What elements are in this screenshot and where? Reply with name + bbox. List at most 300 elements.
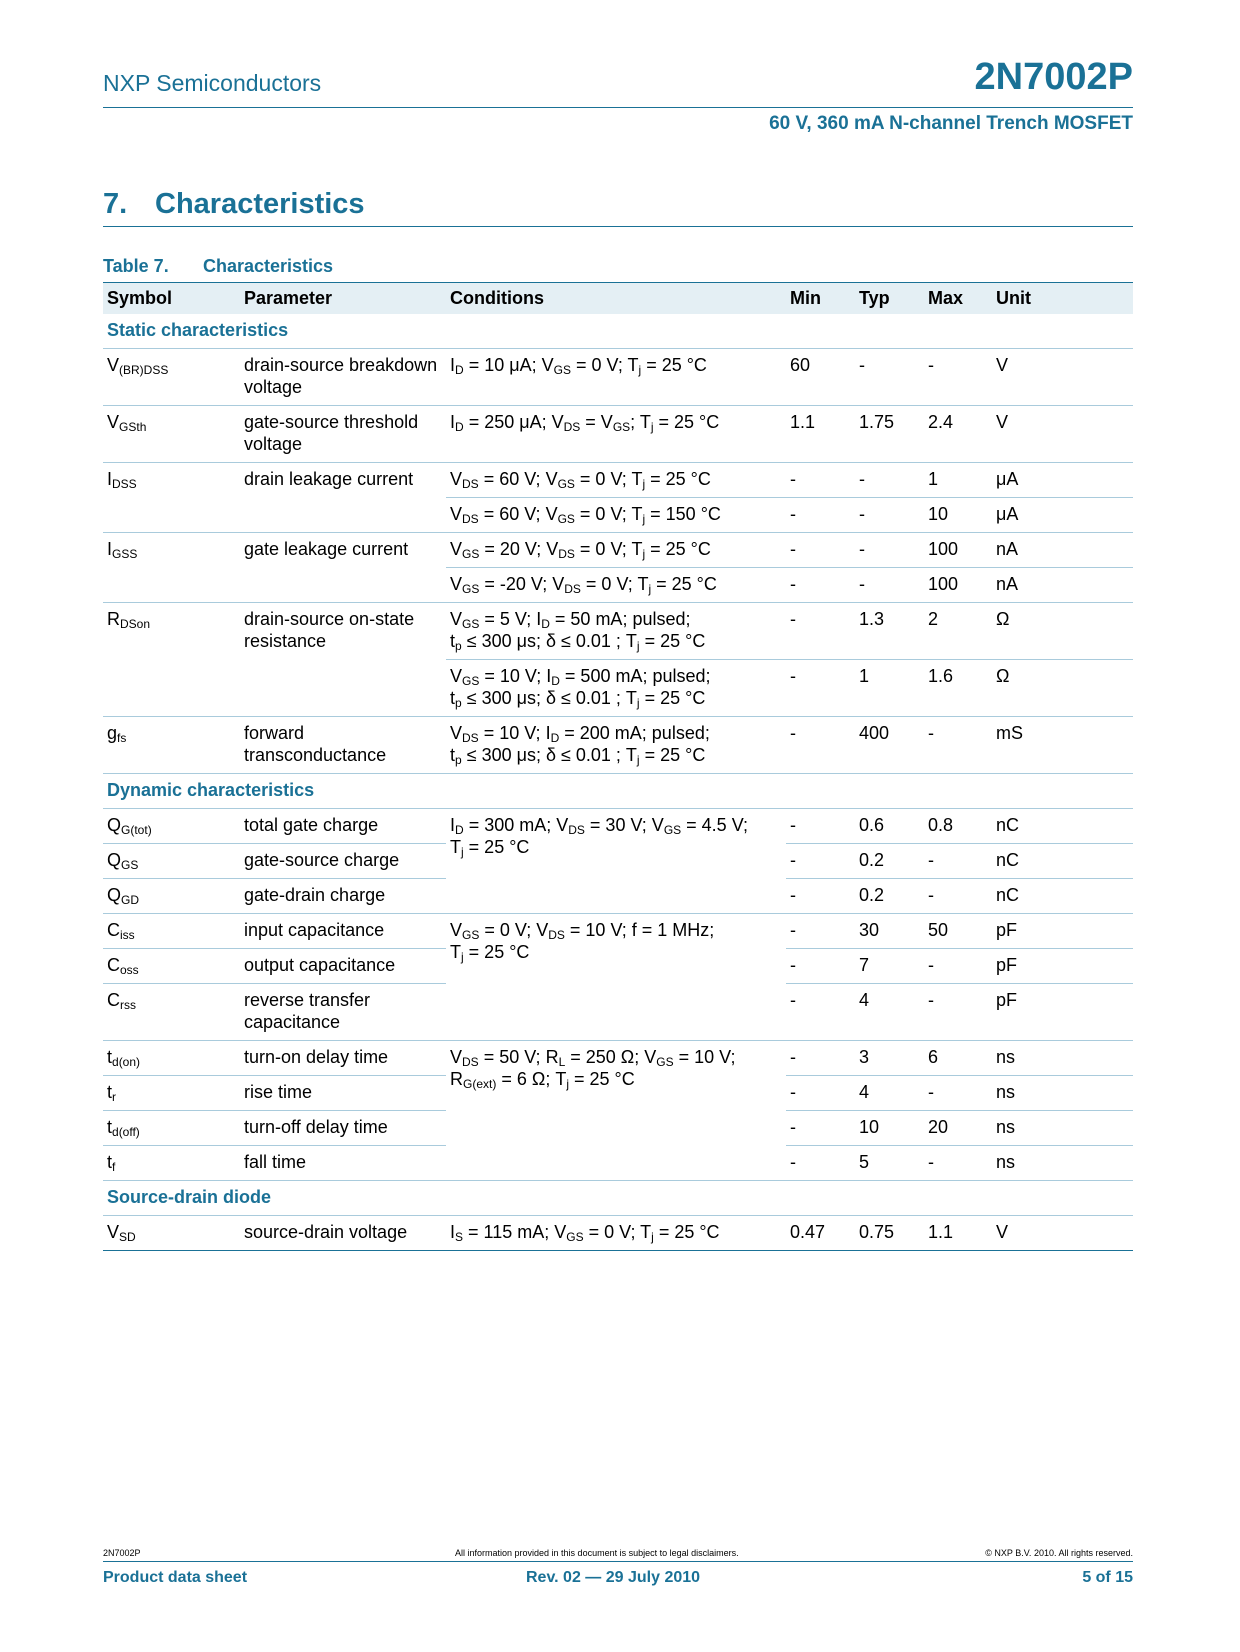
symbol: C [107,990,120,1010]
cond-sub: DS [462,731,479,745]
symbol: V [107,1222,120,1242]
group-label: Static characteristics [103,314,1133,349]
cond-text: V [450,609,463,629]
cond-sub: p [455,696,462,710]
cond-text: = 10 V; f = 1 MHz; [564,920,715,940]
cond-text: V [450,504,463,524]
cond-text: V [450,539,463,559]
max-cell: - [924,879,992,914]
min-cell: - [786,949,855,984]
cond-sub: GS [566,1230,584,1244]
cond-sub: j [642,547,646,561]
min-cell: - [786,660,855,717]
unit-cell: nC [992,844,1133,879]
unit-cell: ns [992,1041,1133,1076]
symbol: C [107,955,120,975]
max-cell: 2 [924,603,992,660]
cond-sub: S [455,1230,464,1244]
cond-text: = 25 °C [653,412,720,432]
typ-cell: 0.6 [855,809,924,844]
footer-copyright: © NXP B.V. 2010. All rights reserved. [985,1548,1133,1558]
cond-sub: p [455,753,462,767]
cond-sub: D [455,420,464,434]
table-header-row [103,283,1133,315]
cond-text: = 4.5 V; [681,815,749,835]
min-cell: - [786,568,855,603]
unit-cell: ns [992,1146,1133,1181]
cond-sub: j [636,639,640,653]
typ-cell: 10 [855,1111,924,1146]
max-cell: 1 [924,463,992,498]
parameter-cell: rise time [240,1076,446,1111]
conditions-cell [446,533,786,568]
typ-cell: 1.3 [855,603,924,660]
cond-text: I [450,1222,456,1242]
cond-text: = 20 V; V [479,539,559,559]
parameter-cell: drain leakage current [240,463,446,533]
max-cell: 1.6 [924,660,992,717]
symbol-subscript: DSon [120,617,151,631]
parameter-cell: fall time [240,1146,446,1181]
cond-text: = 10 V; [673,1047,736,1067]
cond-sub: GS [462,617,480,631]
cond-text: = 0 V; T [574,469,643,489]
symbol-cell [103,1076,240,1111]
page-number: 5 of 15 [1082,1569,1133,1586]
min-cell: - [786,603,855,660]
parameter-cell: turn-on delay time [240,1041,446,1076]
conditions-cell [446,1216,786,1251]
cond-text: T [450,837,461,857]
cond-sub: D [541,617,550,631]
footer-doc-id: 2N7002P [103,1548,141,1558]
cond-sub: D [551,674,560,688]
typ-cell: - [855,349,924,406]
cond-text: t [450,688,456,708]
symbol-subscript: GS [121,858,139,872]
cond-text: = 25 °C [569,1069,635,1089]
cond-text: = 60 V; V [478,504,558,524]
cond-sub: GS [553,363,571,377]
cond-sub: j [642,512,646,526]
column-header: Min [786,283,855,315]
typ-cell: 400 [855,717,924,774]
cond-text: V [450,723,463,743]
max-cell: 100 [924,533,992,568]
max-cell: 6 [924,1041,992,1076]
typ-cell: 7 [855,949,924,984]
min-cell: - [786,879,855,914]
symbol: t [107,1117,113,1137]
parameter-cell: source-drain voltage [240,1216,446,1251]
table-row [103,533,1133,568]
symbol-cell [103,949,240,984]
group-label: Dynamic characteristics [103,774,1133,809]
typ-cell: - [855,533,924,568]
symbol: t [107,1152,113,1172]
symbol-subscript: f [112,1160,116,1174]
cond-text: = 200 mA; pulsed; [559,723,710,743]
min-cell: - [786,498,855,533]
company-name: NXP Semiconductors [103,70,322,96]
min-cell: 0.47 [786,1216,855,1251]
symbol-cell [103,1041,240,1076]
cond-sub: GS [663,823,682,837]
typ-cell: 4 [855,984,924,1041]
cond-sub: j [648,582,652,596]
symbol-cell [103,533,240,603]
unit-cell: pF [992,984,1133,1041]
max-cell: 0.8 [924,809,992,844]
min-cell: - [786,809,855,844]
min-cell: - [786,984,855,1041]
symbol-cell [103,809,240,844]
cond-text: = 25 °C [639,745,706,765]
symbol-cell [103,1111,240,1146]
symbol: I [107,539,113,559]
cond-text: = 115 mA; V [463,1222,567,1242]
max-cell: - [924,717,992,774]
symbol-subscript: fs [117,731,127,745]
cond-text: T [627,355,639,375]
max-cell: - [924,1076,992,1111]
parameter-cell: gate-drain charge [240,879,446,914]
max-cell: 1.1 [924,1216,992,1251]
min-cell: 60 [786,349,855,406]
table-row [103,406,1133,463]
unit-cell: μA [992,463,1133,498]
symbol-subscript: d(on) [112,1055,141,1069]
group-row [103,1181,1133,1216]
max-cell: 100 [924,568,992,603]
min-cell: - [786,463,855,498]
cond-text: V [450,1047,463,1067]
min-cell: 1.1 [786,406,855,463]
min-cell: - [786,844,855,879]
symbol-subscript: rss [120,998,136,1012]
column-header: Max [924,283,992,315]
cond-sub: DS [564,582,581,596]
column-header: Parameter [240,283,446,315]
symbol-cell [103,984,240,1041]
typ-cell: 30 [855,914,924,949]
unit-cell: mS [992,717,1133,774]
cond-text: = 5 V; I [479,609,542,629]
conditions-cell [446,603,786,660]
cond-sub: DS [558,547,575,561]
typ-cell: 1.75 [855,406,924,463]
cond-sub: GS [557,512,575,526]
unit-cell: nA [992,568,1133,603]
typ-cell: 5 [855,1146,924,1181]
symbol: g [107,723,118,743]
column-header: Conditions [446,283,786,315]
parameter-cell: gate-source threshold voltage [240,406,446,463]
cond-sub: GS [462,582,480,596]
cond-text: V [541,355,554,375]
symbol-subscript: GSS [112,547,138,561]
group-label: Source-drain diode [103,1181,1133,1216]
symbol-subscript: d(off) [112,1125,140,1139]
max-cell: 20 [924,1111,992,1146]
symbol: t [107,1082,113,1102]
cond-text: = 25 °C [463,837,530,857]
symbol-subscript: DSS [112,477,137,491]
unit-cell: V [992,1216,1133,1251]
cond-sub: j [650,420,654,434]
cond-text: ≤ 300 μs; δ ≤ 0.01 ; T [461,745,637,765]
cond-sub: j [636,696,640,710]
cond-text: = 500 mA; pulsed; [559,666,711,686]
symbol-cell [103,1216,240,1251]
cond-text: V [450,920,463,940]
min-cell: - [786,914,855,949]
column-header: Symbol [103,283,240,315]
max-cell: 50 [924,914,992,949]
cond-text: = 25 °C [645,469,711,489]
cond-text: = 25 °C [653,1222,720,1242]
cond-text: ≤ 300 μs; δ ≤ 0.01 ; T [461,631,637,651]
cond-text: = 0 V; V [479,920,549,940]
cond-sub: GS [612,420,631,434]
cond-sub: D [455,823,464,837]
cond-text: V [450,469,463,489]
section-divider [103,226,1133,227]
symbol-subscript: GSth [119,420,147,434]
cond-text: ; T [630,412,651,432]
unit-cell: ns [992,1111,1133,1146]
max-cell: - [924,1146,992,1181]
symbol: t [107,1047,113,1067]
conditions-cell [446,568,786,603]
cond-text: = 10 V; I [479,666,552,686]
unit-cell: pF [992,949,1133,984]
footer-divider [103,1561,1133,1562]
cond-text: = 60 V; V [478,469,558,489]
symbol: R [107,609,120,629]
cond-sub: DS [568,823,585,837]
footer-revision: Rev. 02 — 29 July 2010 [526,1569,701,1586]
table-row [103,717,1133,774]
symbol-subscript: SD [119,1230,136,1244]
table-row [103,809,1133,844]
symbol-cell [103,717,240,774]
footer-doc-type: Product data sheet [103,1569,248,1586]
cond-text: = 25 °C [463,942,530,962]
symbol-cell [103,349,240,406]
parameter-cell: turn-off delay time [240,1111,446,1146]
min-cell: - [786,1041,855,1076]
cond-text: = 50 mA; pulsed; [549,609,691,629]
conditions-cell [446,1041,786,1181]
cond-sub: DS [563,420,581,434]
symbol-cell [103,406,240,463]
cond-text: = 250 Ω; V [565,1047,657,1067]
typ-cell: 0.2 [855,844,924,879]
group-row [103,314,1133,349]
symbol-cell [103,1146,240,1181]
parameter-cell: forward transconductance [240,717,446,774]
cond-sub: GS [462,674,480,688]
typ-cell: 1 [855,660,924,717]
parameter-cell: output capacitance [240,949,446,984]
section-title-text: Characteristics [155,188,365,220]
cond-text: V [450,666,463,686]
unit-cell: V [992,406,1133,463]
typ-cell: 3 [855,1041,924,1076]
max-cell: - [924,349,992,406]
cond-sub: DS [462,512,479,526]
cond-sub: DS [548,928,565,942]
cond-text: = 25 °C [641,355,707,375]
cond-text: I [450,815,456,835]
cond-text: = 0 V; T [574,539,643,559]
typ-cell: 4 [855,1076,924,1111]
cond-text: = 25 °C [639,631,706,651]
symbol-subscript: oss [120,963,139,977]
cond-text: = 25 °C [639,688,706,708]
unit-cell: pF [992,914,1133,949]
parameter-cell: reverse transfer capacitance [240,984,446,1041]
cond-text: = 10 μA; [463,355,542,375]
cond-text: t [450,631,456,651]
cond-sub: GS [656,1055,674,1069]
symbol: C [107,920,120,940]
cond-text: = 25 °C [651,574,717,594]
cond-text: I [450,412,456,432]
symbol-cell [103,463,240,533]
cond-text: = 150 °C [645,504,721,524]
cond-text: = 300 mA; V [463,815,569,835]
cond-text: = 10 V; I [478,723,551,743]
cond-text: = 6 Ω; T [496,1069,567,1089]
cond-sub: j [642,477,646,491]
header-divider [103,107,1133,108]
symbol: Q [107,815,122,835]
parameter-cell: total gate charge [240,809,446,844]
symbol: I [107,469,113,489]
min-cell: - [786,1146,855,1181]
cond-sub: j [651,1230,654,1244]
cond-text: = 0 V; T [580,574,649,594]
unit-cell: ns [992,1076,1133,1111]
unit-cell: V [992,349,1133,406]
cond-sub: j [461,845,464,859]
max-cell: 10 [924,498,992,533]
symbol: V [107,355,120,375]
max-cell: - [924,949,992,984]
cond-text: = V [580,412,613,432]
max-cell: 2.4 [924,406,992,463]
unit-cell: μA [992,498,1133,533]
table-row [103,349,1133,406]
cond-text: I [450,355,456,375]
cond-text: = 30 V; V [584,815,664,835]
min-cell: - [786,1076,855,1111]
max-cell: - [924,984,992,1041]
section-title [103,188,365,221]
symbol-cell [103,603,240,717]
unit-cell: nA [992,533,1133,568]
cond-sub: D [455,363,464,377]
cond-text: = 0 V; [570,355,628,375]
table-row [103,1041,1133,1076]
symbol-cell [103,844,240,879]
cond-text: = -20 V; V [479,574,565,594]
max-cell: - [924,844,992,879]
symbol: V [107,412,120,432]
cond-text: = 0 V; T [574,504,643,524]
typ-cell: - [855,463,924,498]
symbol-cell [103,879,240,914]
table-number: Table 7. [103,256,169,276]
part-number: 2N7002P [974,56,1133,98]
unit-cell: Ω [992,603,1133,660]
cond-sub: j [566,1077,569,1091]
unit-cell: nC [992,809,1133,844]
symbol-cell [103,914,240,949]
parameter-cell: input capacitance [240,914,446,949]
cond-text: = 0 V; T [583,1222,652,1242]
table-row [103,603,1133,660]
conditions-cell [446,406,786,463]
table-caption-title: Characteristics [203,256,334,276]
parameter-cell: gate-source charge [240,844,446,879]
cond-sub: DS [462,477,479,491]
column-header: Typ [855,283,924,315]
cond-text: ≤ 300 μs; δ ≤ 0.01 ; T [461,688,637,708]
cond-text: T [450,942,461,962]
typ-cell: 0.2 [855,879,924,914]
min-cell: - [786,717,855,774]
cond-sub: GS [462,928,480,942]
typ-cell: - [855,568,924,603]
parameter-cell: drain-source on-state resistance [240,603,446,717]
table-caption [103,256,333,277]
cond-sub: j [638,363,642,377]
typ-cell: 0.75 [855,1216,924,1251]
conditions-cell [446,809,786,914]
cond-sub: j [461,950,464,964]
cond-sub: GS [557,477,575,491]
conditions-cell [446,660,786,717]
cond-text: R [450,1069,463,1089]
cond-text: = 50 V; R [478,1047,559,1067]
cond-sub: p [455,639,462,653]
cond-text: V [450,574,463,594]
cond-text: = 25 °C [645,539,711,559]
footer-disclaimer: All information provided in this document is subject to legal disclaimers. [455,1548,739,1558]
typ-cell: - [855,498,924,533]
symbol: Q [107,850,122,870]
column-header: Unit [992,283,1133,315]
symbol: Q [107,885,122,905]
symbol-subscript: r [112,1090,117,1104]
group-row [103,774,1133,809]
conditions-cell [446,349,786,406]
cond-sub: j [636,753,640,767]
cond-sub: G(ext) [463,1077,497,1091]
symbol-subscript: iss [120,928,135,942]
cond-sub: DS [462,1055,479,1069]
cond-sub: D [550,731,560,745]
conditions-cell [446,914,786,1041]
parameter-cell: gate leakage current [240,533,446,603]
symbol-subscript: GD [121,893,140,907]
cond-sub: L [558,1055,566,1069]
unit-cell: Ω [992,660,1133,717]
min-cell: - [786,1111,855,1146]
